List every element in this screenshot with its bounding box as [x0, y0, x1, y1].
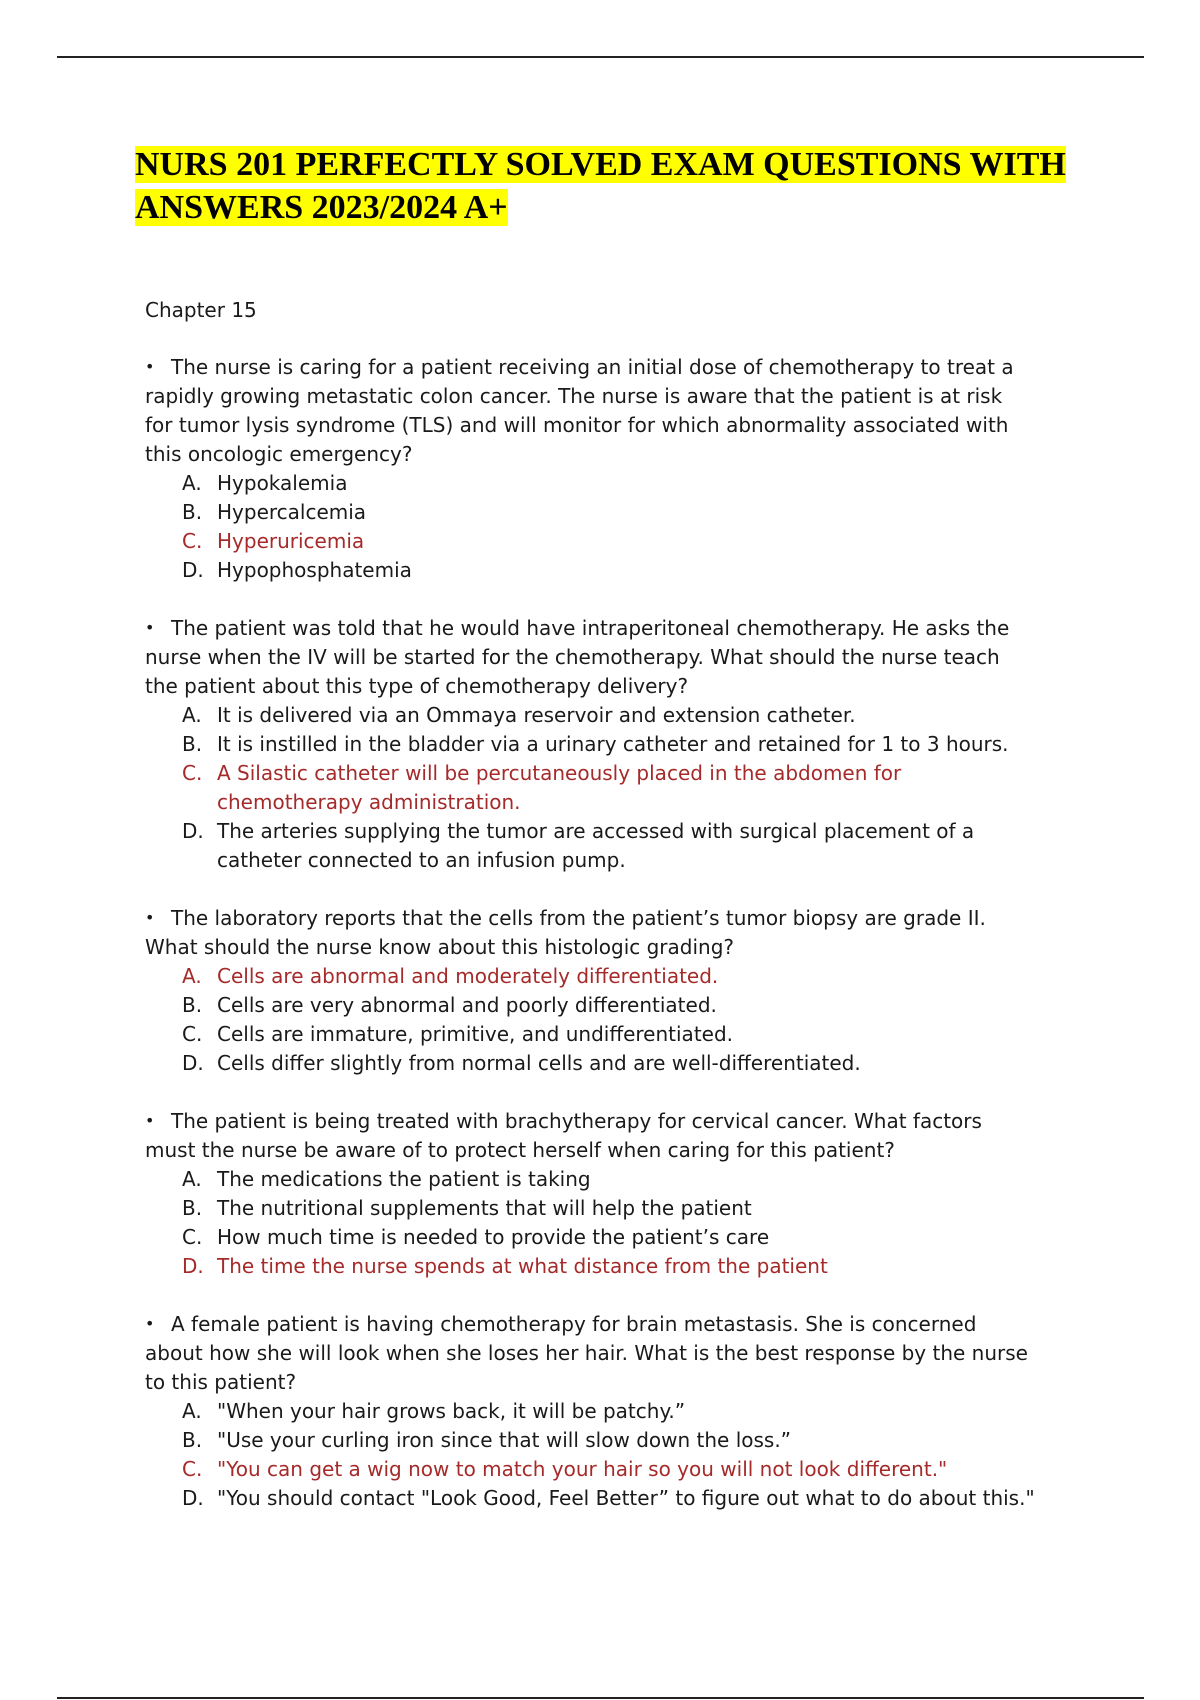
answer-option — [145, 701, 1035, 730]
option-letter: B. — [182, 1428, 203, 1452]
answer-options — [145, 701, 1035, 875]
option-text: Hyperuricemia — [217, 529, 365, 553]
option-text: Hypokalemia — [217, 471, 348, 495]
question-item — [145, 1106, 1035, 1281]
bottom-rule — [57, 1697, 1144, 1699]
option-letter: A. — [182, 471, 202, 495]
option-letter: C. — [182, 761, 203, 785]
answer-option — [145, 556, 1035, 585]
question-stem — [145, 1106, 1035, 1165]
question-item — [145, 613, 1035, 875]
question-stem — [145, 352, 1035, 469]
bullet-icon: • — [145, 357, 155, 376]
question-item — [145, 903, 1035, 1078]
option-text: Hypophosphatemia — [217, 558, 412, 582]
option-text: Cells differ slightly from normal cells and are well-differentiated. — [217, 1051, 861, 1075]
answer-option-correct — [145, 1252, 1035, 1281]
option-text: It is instilled in the bladder via a urinary catheter and retained for 1 to 3 hours. — [217, 732, 1009, 756]
option-letter: A. — [182, 964, 202, 988]
option-text: Cells are very abnormal and poorly differentiated. — [217, 993, 717, 1017]
answer-option-correct — [145, 759, 1035, 817]
option-text: "When your hair grows back, it will be patchy.” — [217, 1399, 686, 1423]
option-letter: C. — [182, 529, 203, 553]
option-text: Hypercalcemia — [217, 500, 367, 524]
answer-option — [145, 1020, 1035, 1049]
answer-option — [145, 1484, 1035, 1513]
chapter-heading: Chapter 15 — [145, 298, 257, 322]
option-letter: D. — [182, 1051, 204, 1075]
question-stem-text: The nurse is caring for a patient receiving an initial dose of chemotherapy to treat a rapidly growing metastatic colon cancer. The nurse is aware that the patient is at risk for tumor lysis syndrome (TLS) and will monitor for which abnormality associated with this oncologic emergency? — [145, 355, 1014, 466]
option-text: "You should contact "Look Good, Feel Better” to figure out what to do about this." — [217, 1486, 1035, 1510]
option-text: "You can get a wig now to match your hair so you will not look different." — [217, 1457, 948, 1481]
option-text: The medications the patient is taking — [217, 1167, 591, 1191]
answer-option-correct — [145, 1455, 1035, 1484]
option-letter: C. — [182, 1457, 203, 1481]
answer-option — [145, 469, 1035, 498]
answer-options — [145, 1165, 1035, 1281]
option-text: Cells are abnormal and moderately differentiated. — [217, 964, 719, 988]
option-letter: A. — [182, 1399, 202, 1423]
option-letter: B. — [182, 993, 203, 1017]
document-title — [135, 143, 1135, 229]
question-item — [145, 352, 1035, 585]
option-text: A Silastic catheter will be percutaneously placed in the abdomen for chemotherapy administration. — [217, 761, 902, 814]
answer-options — [145, 1397, 1035, 1513]
option-text: It is delivered via an Ommaya reservoir and extension catheter. — [217, 703, 856, 727]
bullet-icon: • — [145, 618, 155, 637]
bullet-icon: • — [145, 1314, 155, 1333]
answer-option — [145, 991, 1035, 1020]
question-item — [145, 1309, 1035, 1513]
bullet-icon: • — [145, 908, 155, 927]
answer-option — [145, 1223, 1035, 1252]
option-text: Cells are immature, primitive, and undifferentiated. — [217, 1022, 734, 1046]
answer-option — [145, 817, 1035, 875]
answer-options — [145, 962, 1035, 1078]
option-letter: A. — [182, 703, 202, 727]
option-text: The arteries supplying the tumor are accessed with surgical placement of a catheter connected to an infusion pump. — [217, 819, 975, 872]
option-text: The time the nurse spends at what distance from the patient — [217, 1254, 828, 1278]
answer-option — [145, 1049, 1035, 1078]
option-letter: B. — [182, 732, 203, 756]
option-letter: D. — [182, 1254, 204, 1278]
option-letter: D. — [182, 558, 204, 582]
option-letter: B. — [182, 1196, 203, 1220]
question-stem — [145, 613, 1035, 701]
option-letter: B. — [182, 500, 203, 524]
question-stem — [145, 1309, 1035, 1397]
answer-option-correct — [145, 962, 1035, 991]
top-rule — [57, 56, 1144, 58]
question-stem — [145, 903, 1035, 962]
option-letter: A. — [182, 1167, 202, 1191]
option-letter: D. — [182, 1486, 204, 1510]
option-letter: C. — [182, 1225, 203, 1249]
option-letter: C. — [182, 1022, 203, 1046]
question-list — [145, 352, 1035, 1541]
option-text: The nutritional supplements that will help the patient — [217, 1196, 752, 1220]
answer-option — [145, 1194, 1035, 1223]
option-letter: D. — [182, 819, 204, 843]
answer-option — [145, 1397, 1035, 1426]
answer-options — [145, 469, 1035, 585]
answer-option — [145, 498, 1035, 527]
title-highlight: NURS 201 PERFECTLY SOLVED EXAM QUESTIONS WITH ANSWERS 2023/2024 A+ — [135, 146, 1066, 226]
option-text: How much time is needed to provide the patient’s care — [217, 1225, 770, 1249]
answer-option — [145, 730, 1035, 759]
option-text: "Use your curling iron since that will slow down the loss.” — [217, 1428, 792, 1452]
answer-option — [145, 1426, 1035, 1455]
bullet-icon: • — [145, 1111, 155, 1130]
question-stem-text: The patient was told that he would have intraperitoneal chemotherapy. He asks the nurse when the IV will be started for the chemotherapy. What should the nurse teach the patient about this type of chemotherapy delivery? — [145, 616, 1010, 698]
question-stem-text: The patient is being treated with brachytherapy for cervical cancer. What factors must the nurse be aware of to protect herself when caring for this patient? — [145, 1109, 982, 1162]
question-stem-text: The laboratory reports that the cells from the patient’s tumor biopsy are grade II. What should the nurse know about this histologic grading? — [145, 906, 986, 959]
question-stem-text: A female patient is having chemotherapy for brain metastasis. She is concerned about how she will look when she loses her hair. What is the best response by the nurse to this patient? — [145, 1312, 1028, 1394]
answer-option — [145, 1165, 1035, 1194]
answer-option-correct — [145, 527, 1035, 556]
